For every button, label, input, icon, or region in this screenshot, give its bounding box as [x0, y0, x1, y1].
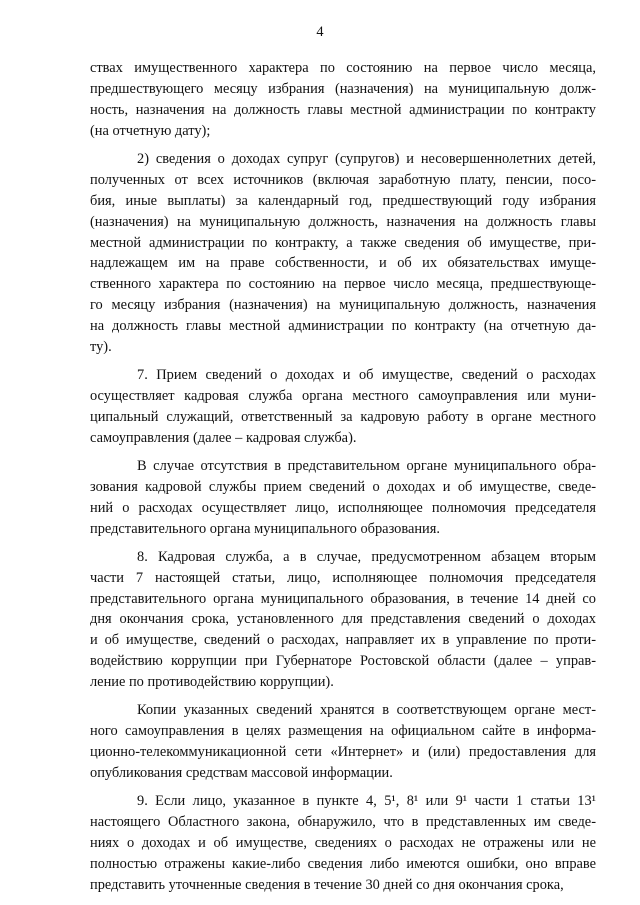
paragraph [90, 547, 596, 694]
text-line: ственного характера по состоянию на первое число месяца, предшествующе- [90, 276, 596, 293]
text-line: ление по противодействию коррупции). [90, 674, 334, 691]
text-line: ного самоуправления в целях размещения на официальном сайте в информа- [90, 723, 596, 740]
text-line: предшествующего месяцу избрания (назначения) на муниципальную долж- [90, 80, 596, 97]
text-line: зования кадровой службы прием сведений о доходах и об имуществе, сведе- [90, 478, 596, 495]
paragraph [90, 58, 596, 142]
paragraph [90, 700, 596, 784]
text-line: и об имуществе, сведений о расходах, направляет их в управление по проти- [90, 632, 596, 649]
paragraph-gap [90, 449, 596, 456]
page-number: 4 [316, 24, 324, 40]
text-line: (назначения) на муниципальную должность, назначения на должность главы [90, 213, 596, 230]
text-line: местной администрации по контракту, а также сведения об имуществе, при- [90, 234, 596, 251]
text-line: 8. Кадровая служба, а в случае, предусмотренном абзацем вторым [137, 548, 596, 565]
text-line: ний о расходах осуществляет лицо, исполняющее полномочия председателя [90, 499, 596, 516]
paragraph [90, 365, 596, 449]
text-line: 2) сведения о доходах супруг (супругов) и несовершеннолетних детей, [137, 150, 596, 167]
text-line: (на отчетную дату); [90, 122, 211, 139]
text-line: самоуправления (далее – кадровая служба). [90, 429, 357, 446]
text-line: надлежащем им на праве собственности, и об их обязательствах имуще- [90, 255, 596, 272]
text-line: бия, иные выплаты) за календарный год, предшествующий году избрания [90, 192, 596, 209]
text-line: ниях о доходах и об имуществе, сведениях о расходах не отражены или не [90, 834, 596, 851]
text-line: дня окончания срока, установленного для представления сведений о доходах [90, 611, 596, 628]
text-line: В случае отсутствия в представительном органе муниципального обра- [137, 457, 596, 474]
paragraph-gap [90, 142, 596, 149]
paragraph [90, 456, 596, 540]
paragraph-gap [90, 784, 596, 791]
text-line: представительного органа муниципального образования. [90, 520, 440, 537]
text-line: осуществляет кадровая служба органа местного самоуправления или муни- [90, 388, 596, 405]
paragraph [90, 791, 596, 896]
text-line: водействию коррупции при Губернаторе Ростовской области (далее – управ- [90, 653, 596, 670]
document-body [90, 58, 596, 896]
text-line: ту). [90, 339, 112, 356]
text-line: 9. Если лицо, указанное в пункте 4, 5¹, 8¹ или 9¹ части 1 статьи 13¹ [137, 792, 596, 809]
text-line: на должность главы местной администрации по контракту (на отчетную да- [90, 318, 596, 335]
text-line: ность, назначения на должность главы местной администрации по контракту [90, 101, 596, 118]
text-line: 7. Прием сведений о доходах и об имуществе, сведений о расходах [137, 367, 596, 384]
text-line: ствах имущественного характера по состоянию на первое число месяца, [90, 60, 596, 76]
text-line: представить уточненные сведения в течение 30 дней со дня окончания срока, [90, 876, 564, 893]
text-line: представительного органа муниципального образования, в течение 14 дней со [90, 590, 596, 607]
paragraph-gap [90, 540, 596, 547]
text-line: опубликования средствам массовой информации. [90, 765, 393, 781]
text-line: настоящего Областного закона, обнаружило, что в представленных им сведе- [90, 813, 596, 830]
text-line: полученных от всех источников (включая заработную плату, пенсии, посо- [90, 171, 596, 188]
paragraph [90, 149, 596, 358]
paragraph-gap [90, 358, 596, 365]
text-line: ционно-телекоммуникационной сети «Интернет» и (или) предоставления для [90, 744, 596, 761]
text-line: Копии указанных сведений хранятся в соответствующем органе мест- [137, 702, 596, 719]
paragraph-gap [90, 693, 596, 700]
text-line: части 7 настоящей статьи, лицо, исполняющее полномочия председателя [90, 569, 596, 586]
text-line: ципальный служащий, ответственный за кадровую работу в органе местного [90, 409, 596, 425]
text-line: полностью отражены какие-либо сведения либо имеются ошибки, оно вправе [90, 855, 596, 872]
text-line: го месяцу избрания (назначения) на муниципальную должность, назначения [90, 297, 596, 314]
